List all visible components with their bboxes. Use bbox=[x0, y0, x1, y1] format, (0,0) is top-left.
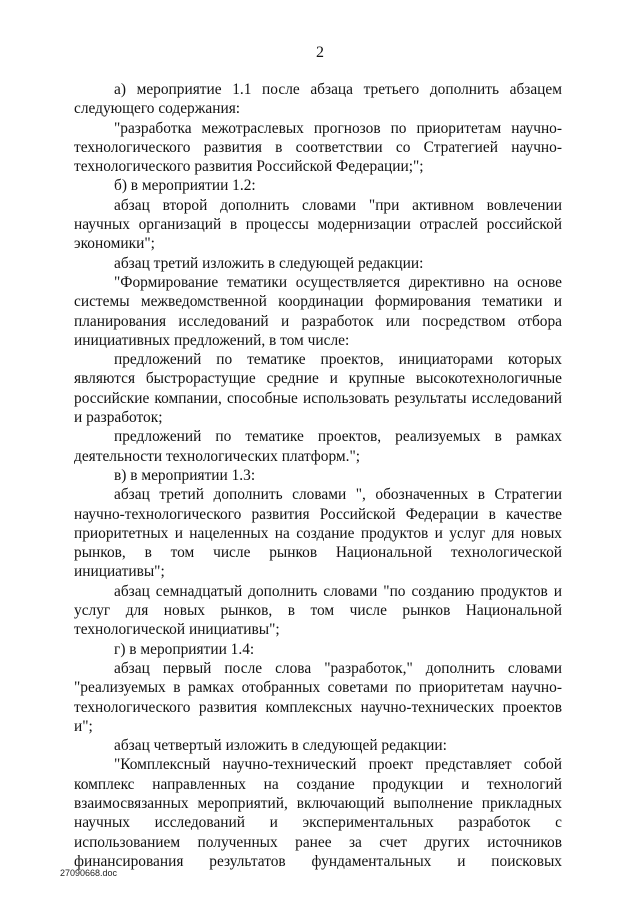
document-body bbox=[74, 80, 562, 871]
paragraph-proposals-companies: предложений по тематике проектов, инициаторами которых являются быстрорастущие средние и крупные высокотехнологичные российские компании, способные использовать результаты исследований и разработок; bbox=[74, 351, 562, 427]
paragraph-abzac-first: абзац первый после слова "разработок," дополнить словами "реализуемых в рамках отобранных советами по приоритетам научно-технологического развития комплексных научно-технических проектов и"; bbox=[74, 659, 562, 735]
paragraph-quote-forecasts: "разработка межотраслевых прогнозов по приоритетам научно-технологического развития в соответствии со Стратегией научно-технологического развития Российской Федерации;"; bbox=[74, 119, 562, 176]
document-footer: 27090668.doc bbox=[60, 868, 118, 878]
paragraph-item-a: а) мероприятие 1.1 после абзаца третьего дополнить абзацем следующего содержания: bbox=[74, 81, 562, 118]
paragraph-quote-complex-project: "Комплексный научно-технический проект представляет собой комплекс направленных на создание продукции и технологий взаимосвязанных мероприятий, включающий выполнение прикладных научных исследований и экспериментальных разработок с использованием полученных ранее за счет других источников финансирования результатов фундаментальных и поисковых bbox=[74, 756, 562, 870]
paragraph-abzac-third: абзац третий изложить в следующей редакции: bbox=[114, 254, 424, 272]
paragraph-abzac-third-strategy: абзац третий дополнить словами ", обозначенных в Стратегии научно-технологического развития Российской Федерации в качестве приоритетных и нацеленных на создание продуктов и услуг для новых рынков, в том числе рынков Национальной технологической инициативы"; bbox=[74, 486, 562, 581]
paragraph-item-b: б) в мероприятии 1.2: bbox=[114, 177, 256, 195]
paragraph-abzac-fourth: абзац четвертый изложить в следующей редакции: bbox=[114, 737, 447, 755]
paragraph-quote-topics: "Формирование тематики осуществляется директивно на основе системы межведомственной координации формирования тематики и планирования исследований и разработок или посредством отбора инициативных предложений, в том числе: bbox=[74, 273, 562, 349]
paragraph-abzac-second: абзац второй дополнить словами "при активном вовлечении научных организаций в процессы модернизации отраслей российской экономики"; bbox=[74, 196, 562, 253]
paragraph-abzac-seventeenth: абзац семнадцатый дополнить словами "по созданию продуктов и услуг для новых рынков, в том числе рынков Национальной технологической инициативы"; bbox=[74, 582, 562, 639]
paragraph-item-v: в) в мероприятии 1.3: bbox=[114, 466, 256, 484]
page-number: 2 bbox=[316, 44, 324, 61]
paragraph-item-g: г) в мероприятии 1.4: bbox=[114, 640, 255, 658]
paragraph-proposals-platforms: предложений по тематике проектов, реализуемых в рамках деятельности технологических платформ."; bbox=[74, 428, 562, 465]
